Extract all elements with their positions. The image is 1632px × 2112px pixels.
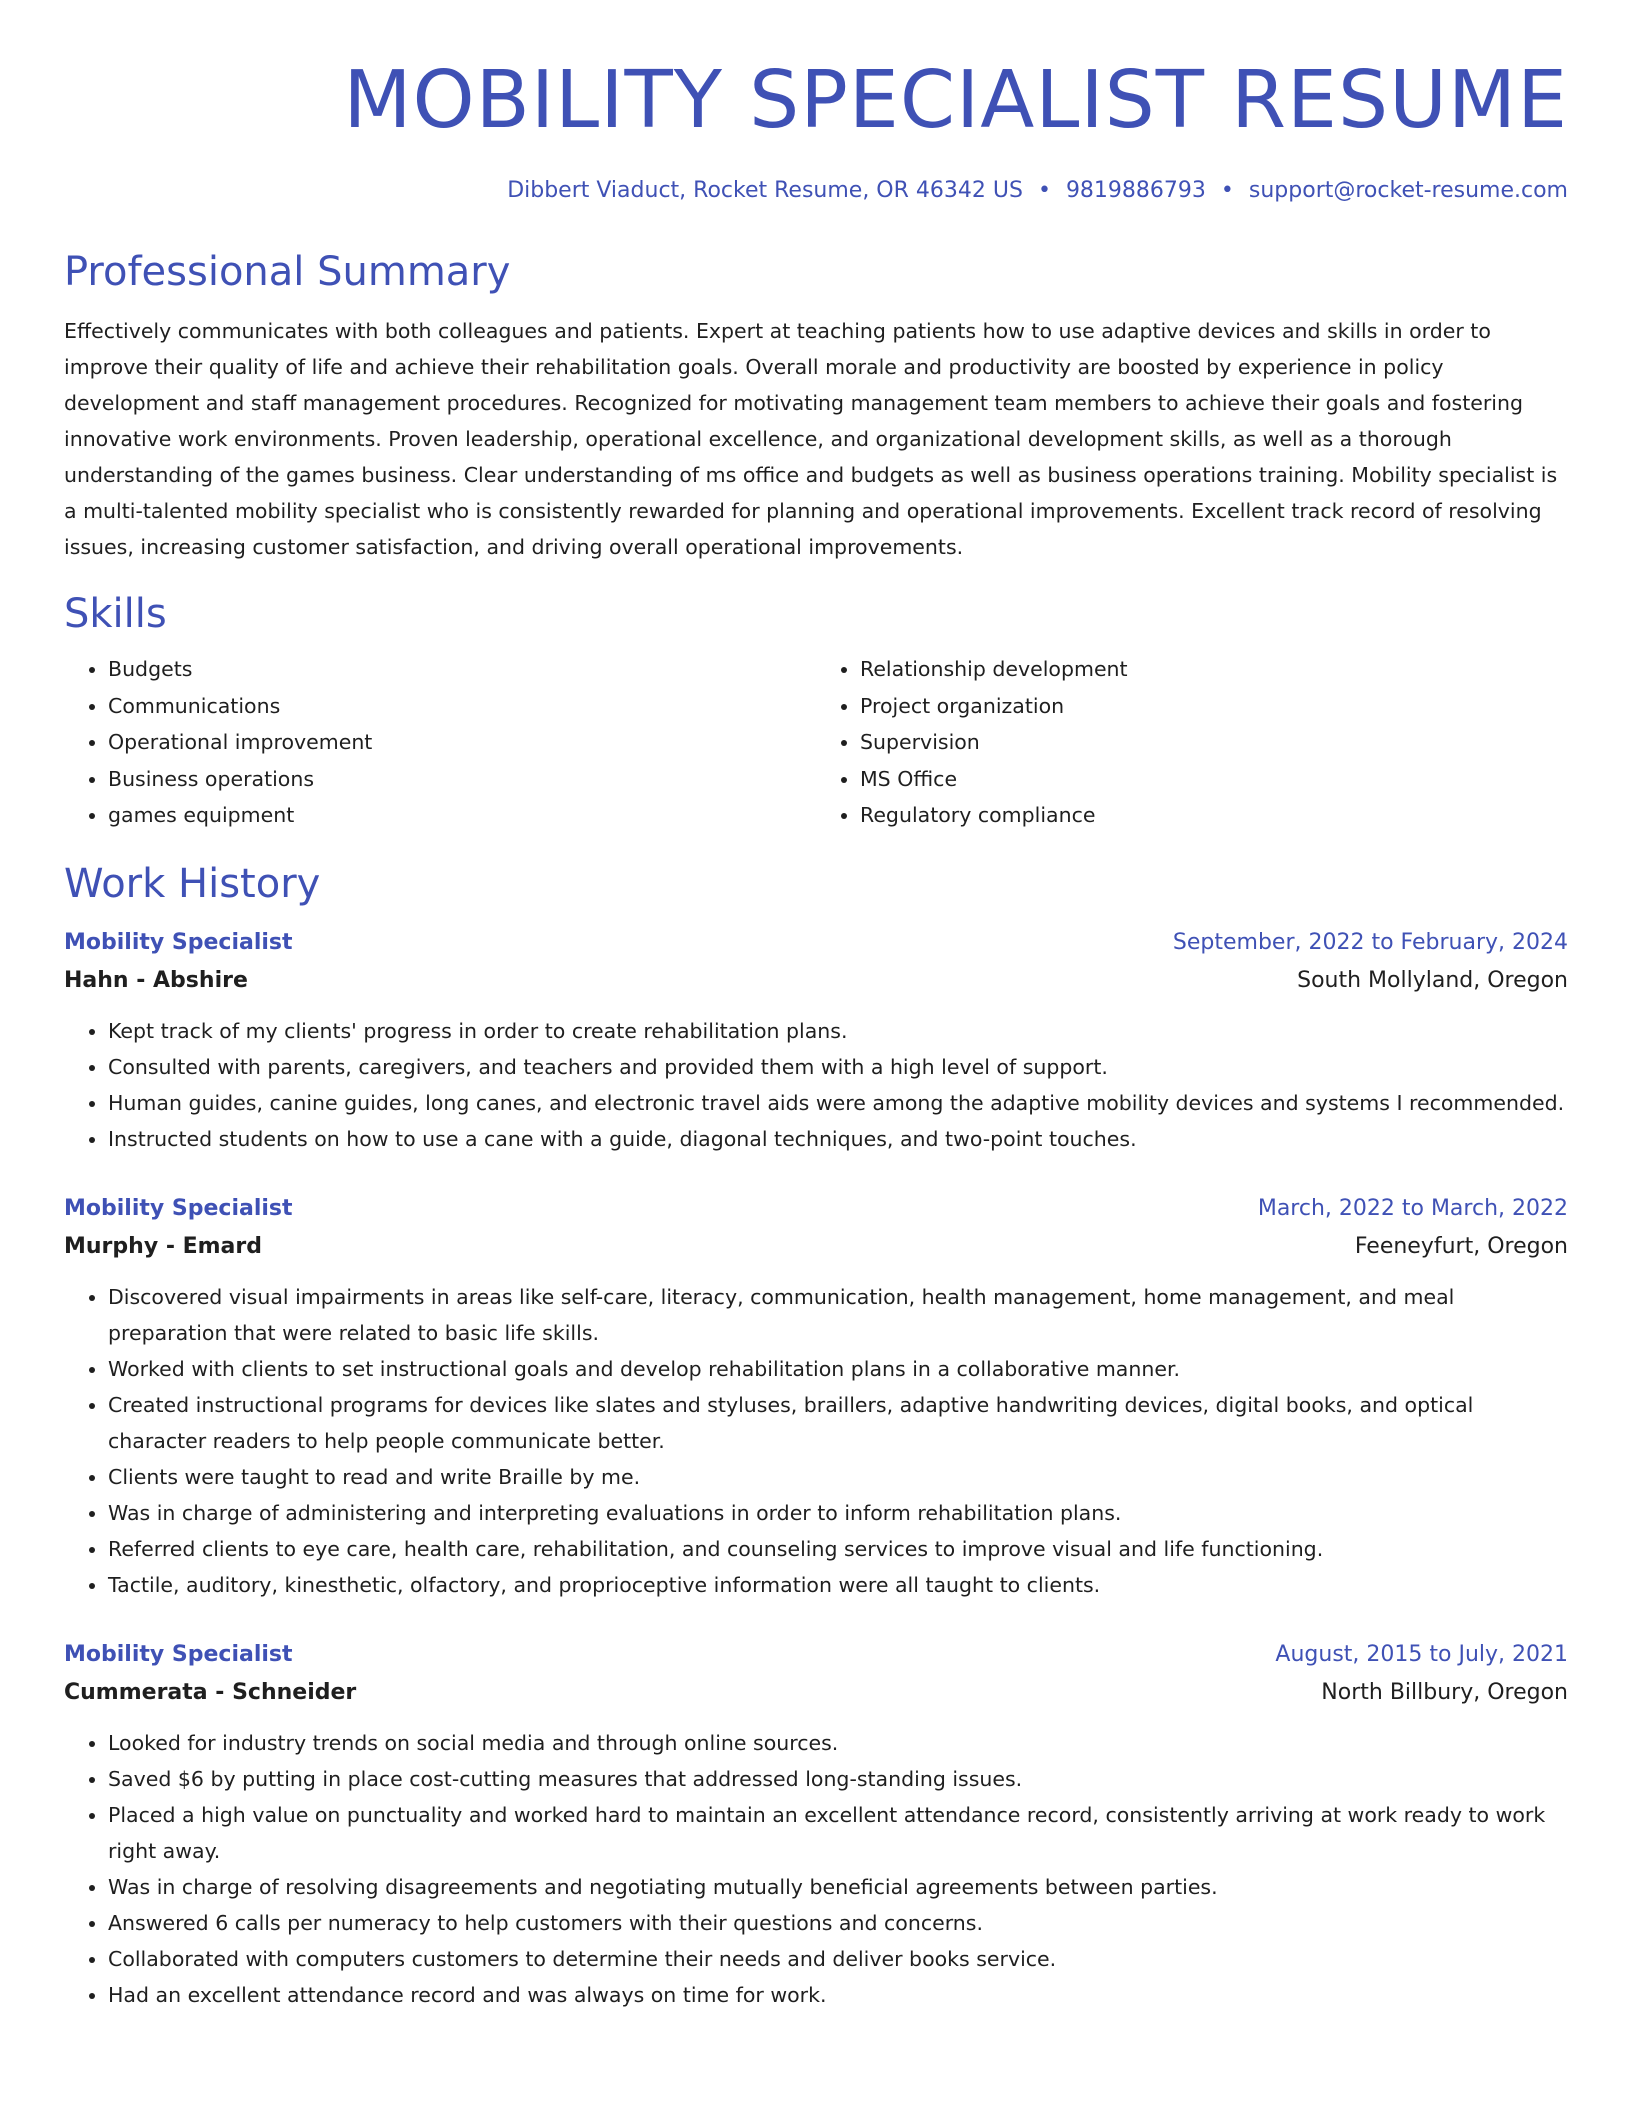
job-company-row: [64, 1227, 1568, 1267]
job-bullet: • Had an excellent attendance record and was always on time for work.: [108, 1977, 1568, 2013]
skill-item: • Supervision: [860, 724, 1568, 761]
contact-separator: •: [1037, 178, 1051, 203]
skill-item: • Budgets: [108, 651, 816, 688]
job-header-row: [64, 925, 1568, 961]
job-bullet: • Was in charge of resolving disagreements and negotiating mutually beneficial agreements between parties.: [108, 1869, 1568, 1905]
job-bullet: • Human guides, canine guides, long canes, and electronic travel aids were among the adaptive mobility devices and systems I recommended.: [108, 1085, 1568, 1121]
job-bullet: • Instructed students on how to use a cane with a guide, diagonal techniques, and two-point touches.: [108, 1121, 1568, 1157]
job-company: Hahn - Abshire: [64, 967, 248, 993]
skills-heading: Skills: [64, 591, 167, 637]
job-bullets: [64, 1725, 1568, 2013]
job-header-row: [64, 1637, 1568, 1673]
job-company-row: [64, 1673, 1568, 1713]
skills-grid: [64, 651, 1568, 834]
job-bullet: • Worked with clients to set instructional goals and develop rehabilitation plans in a collaborative manner.: [108, 1351, 1568, 1387]
contact-email: support@rocket-resume.com: [1248, 178, 1568, 203]
job-bullet: • Answered 6 calls per numeracy to help customers with their questions and concerns.: [108, 1905, 1568, 1941]
job-bullet: • Created instructional programs for devices like slates and styluses, braillers, adaptive handwriting devices, digital books, and optical character readers to help people communicate better.: [108, 1387, 1568, 1459]
job-dates: September, 2022 to February, 2024: [1172, 929, 1568, 955]
job-bullet: • Collaborated with computers customers to determine their needs and deliver books service.: [108, 1941, 1568, 1977]
summary-heading: Professional Summary: [64, 249, 511, 295]
skill-item: • Communications: [108, 688, 816, 725]
skill-item: • Business operations: [108, 761, 816, 798]
skill-item: • Regulatory compliance: [860, 797, 1568, 834]
contact-phone: 9819886793: [1065, 178, 1206, 203]
job-bullet: • Looked for industry trends on social media and through online sources.: [108, 1725, 1568, 1761]
contact-line: [64, 176, 1568, 206]
contact-address: Dibbert Viaduct, Rocket Resume, OR 46342 US: [507, 178, 1023, 203]
job-location: South Mollyland, Oregon: [1297, 967, 1568, 993]
resume-title: MOBILITY SPECIALIST RESUME: [343, 54, 1568, 146]
job-role: Mobility Specialist: [64, 929, 293, 955]
job-bullets: [64, 1279, 1568, 1603]
job-bullet: • Saved $6 by putting in place cost-cutting measures that addressed long-standing issues.: [108, 1761, 1568, 1797]
job-company-row: [64, 961, 1568, 1001]
job-header-row: [64, 1191, 1568, 1227]
summary-text: Effectively communicates with both colleagues and patients. Expert at teaching patients how to use adaptive devices and skills in order to improve their quality of life and achieve their rehabilitation goals. Overall morale and productivity are boosted by experience in policy development and staff management procedures. Recognized for motivating management team members to achieve their goals and fostering innovative work environments. Proven leadership, operational excellence, and organizational development skills, as well as a thorough understanding of the games business. Clear understanding of ms office and budgets as well as business operations training. Mobility specialist is a multi-talented mobility specialist who is consistently rewarded for planning and operational improvements. Excellent track record of resolving issues, increasing customer satisfaction, and driving overall operational improvements.: [64, 319, 1558, 559]
job-role: Mobility Specialist: [64, 1195, 293, 1221]
job-company: Cummerata - Schneider: [64, 1679, 357, 1705]
job-bullet: • Clients were taught to read and write Braille by me.: [108, 1459, 1568, 1495]
skills-list-left: [64, 651, 816, 834]
job-bullets: [64, 1013, 1568, 1157]
job-dates: August, 2015 to July, 2021: [1275, 1641, 1568, 1667]
job-bullet: • Kept track of my clients' progress in order to create rehabilitation plans.: [108, 1013, 1568, 1049]
job-location: North Billbury, Oregon: [1321, 1679, 1568, 1705]
contact-separator: •: [1220, 178, 1234, 203]
job-company: Murphy - Emard: [64, 1233, 262, 1259]
job-dates: March, 2022 to March, 2022: [1257, 1195, 1568, 1221]
job-bullet: • Placed a high value on punctuality and worked hard to maintain an excellent attendance record, consistently arriving at work ready to work right away.: [108, 1797, 1568, 1869]
job-bullet: • Consulted with parents, caregivers, and teachers and provided them with a high level of support.: [108, 1049, 1568, 1085]
job-role: Mobility Specialist: [64, 1641, 293, 1667]
work-history-heading: Work History: [64, 860, 321, 907]
job-bullet: • Referred clients to eye care, health care, rehabilitation, and counseling services to improve visual and life functioning.: [108, 1531, 1568, 1567]
skill-item: • Project organization: [860, 688, 1568, 725]
skill-item: • Relationship development: [860, 651, 1568, 688]
skills-list-right: [816, 651, 1568, 834]
job-bullet: • Tactile, auditory, kinesthetic, olfactory, and proprioceptive information were all taught to clients.: [108, 1567, 1568, 1603]
job-entry: [64, 925, 1568, 1157]
skill-item: • Operational improvement: [108, 724, 816, 761]
job-entry: [64, 1637, 1568, 2013]
skill-item: • games equipment: [108, 797, 816, 834]
job-bullet: • Was in charge of administering and interpreting evaluations in order to inform rehabilitation plans.: [108, 1495, 1568, 1531]
job-bullet: • Discovered visual impairments in areas like self-care, literacy, communication, health management, home management, and meal preparation that were related to basic life skills.: [108, 1279, 1568, 1351]
skill-item: • MS Office: [860, 761, 1568, 798]
job-location: Feeneyfurt, Oregon: [1354, 1233, 1568, 1259]
job-entry: [64, 1191, 1568, 1603]
